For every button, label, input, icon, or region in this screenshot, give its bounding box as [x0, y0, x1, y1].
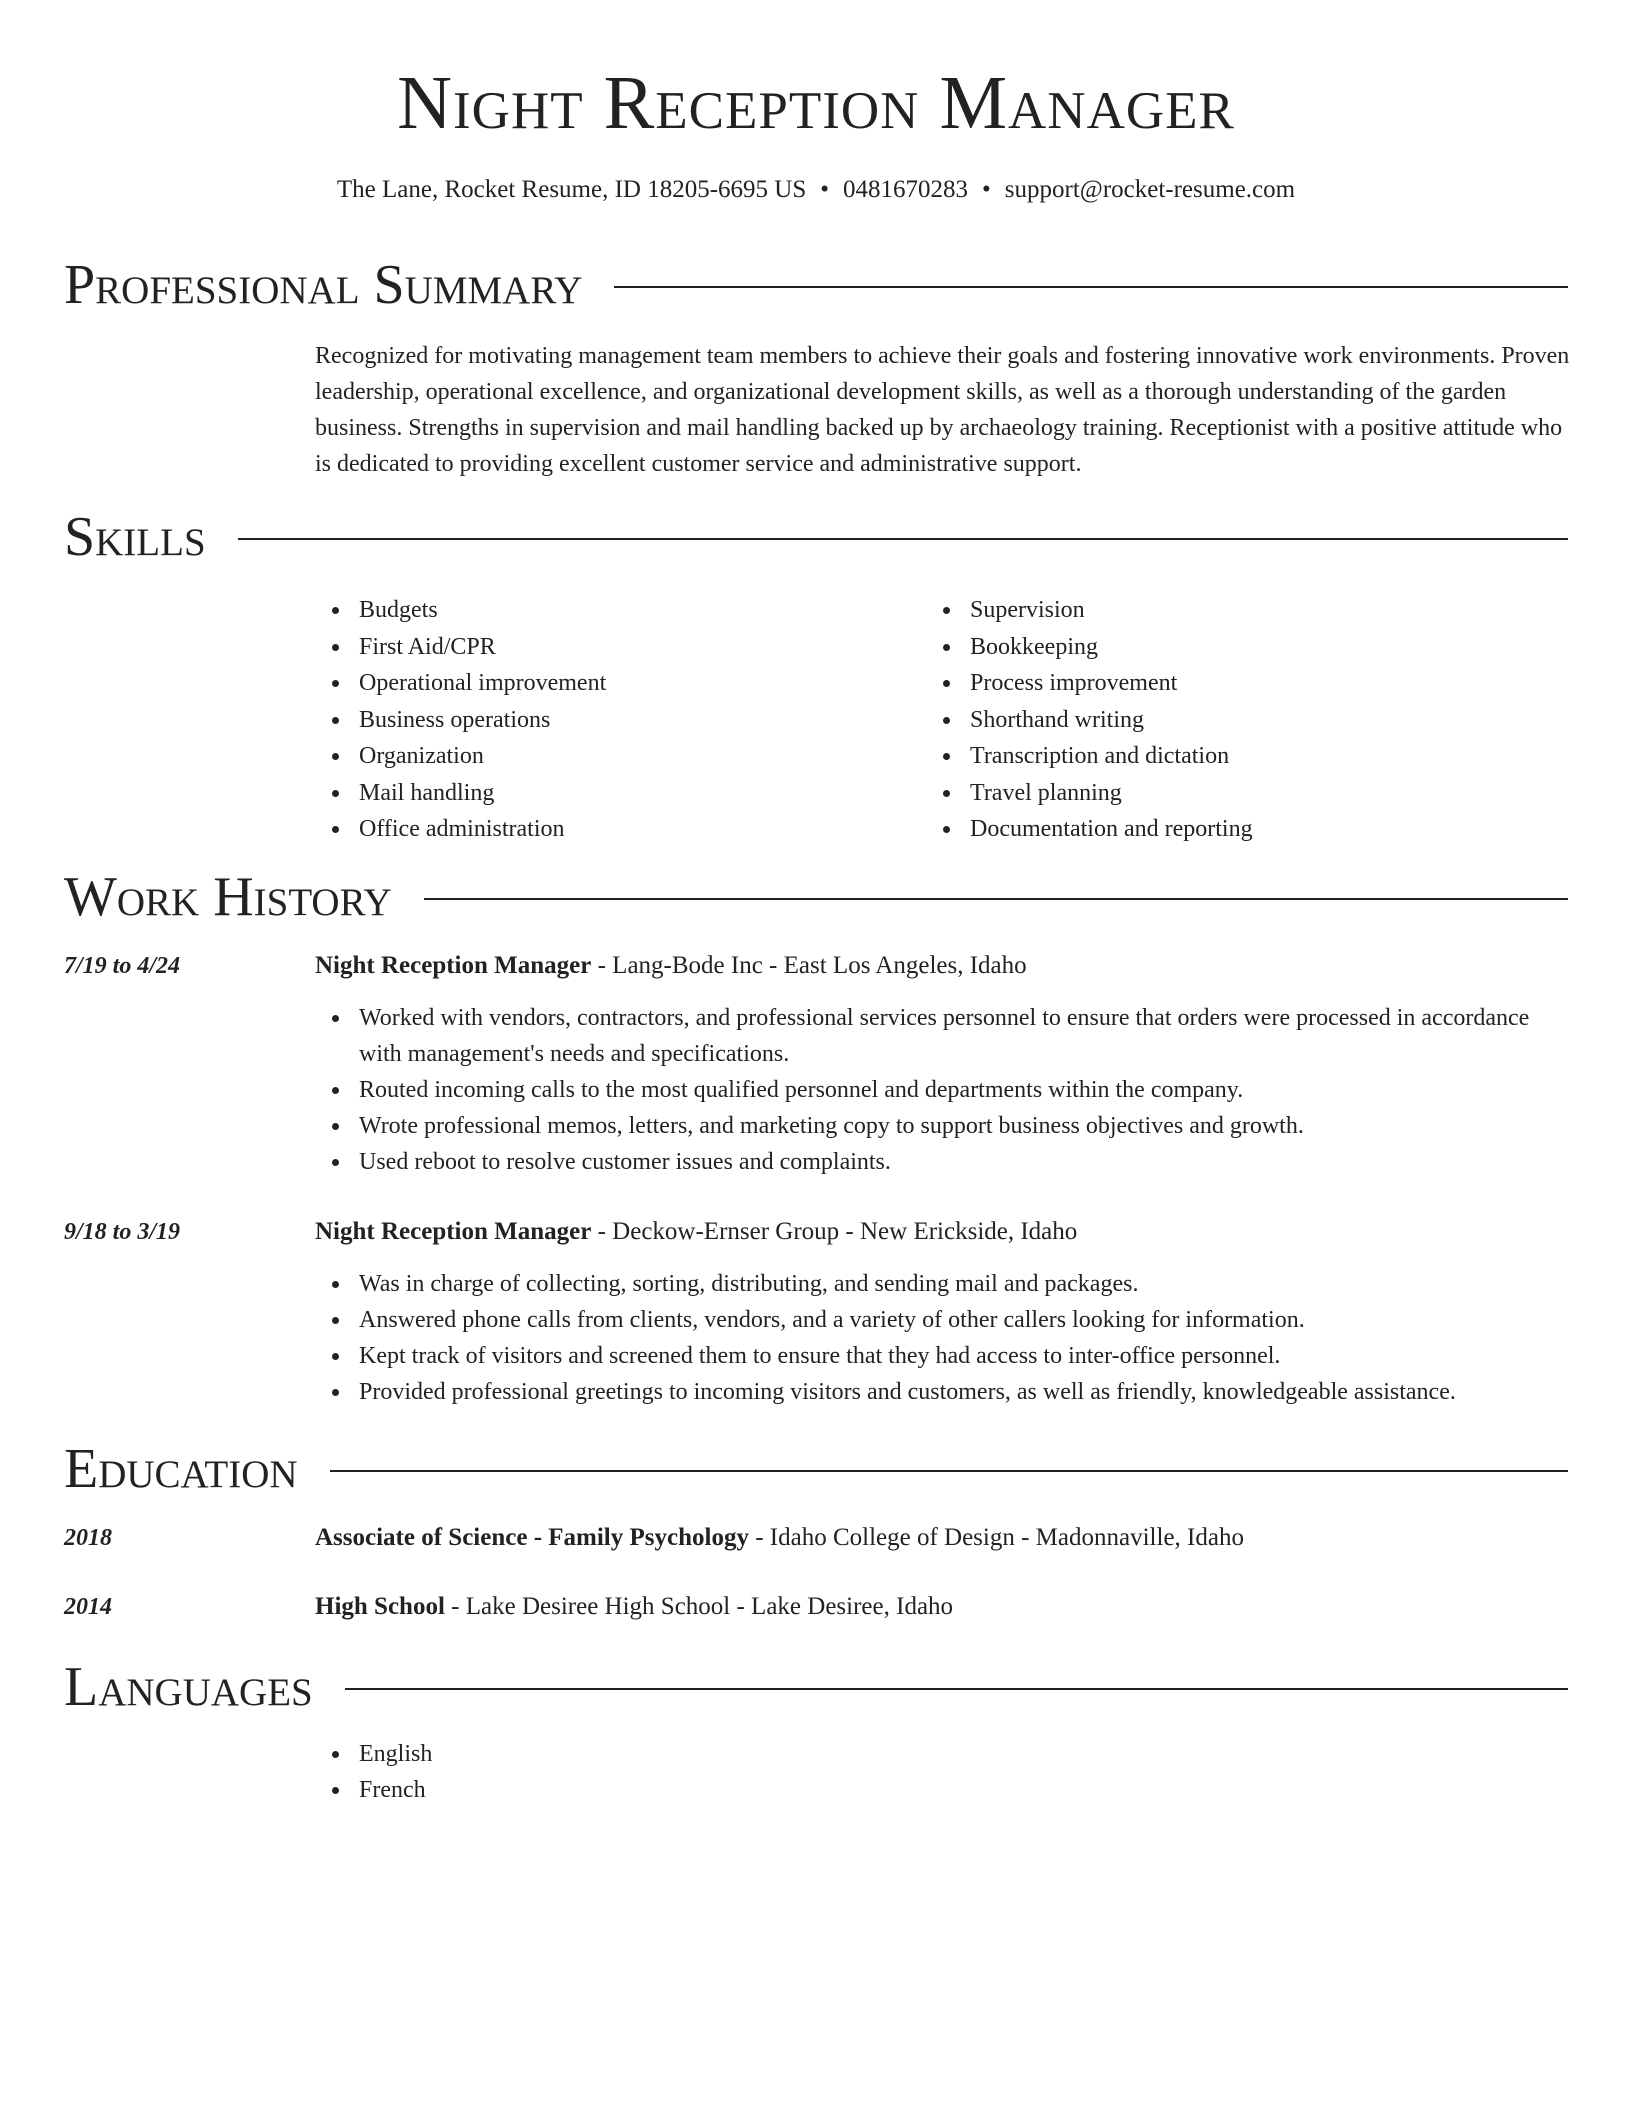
languages-title: Languages — [64, 1656, 313, 1718]
job-role: Night Reception Manager — [315, 1218, 592, 1245]
contact-email: support@rocket-resume.com — [1004, 176, 1296, 203]
skill-item: Office administration — [315, 811, 915, 847]
skill-item: Shorthand writing — [926, 702, 1526, 738]
job-details: - Deckow-Ernser Group - New Erickside, Idaho — [591, 1218, 1078, 1245]
education-details: - Lake Desiree High School - Lake Desiree, Idaho — [444, 1593, 954, 1620]
education-heading — [315, 1589, 1570, 1625]
job-bullets — [315, 1000, 1570, 1180]
skill-item: Operational improvement — [315, 665, 915, 701]
work-title: Work History — [64, 866, 392, 928]
section-divider — [238, 538, 1568, 540]
job-bullet: Wrote professional memos, letters, and marketing copy to support business objectives and growth. — [315, 1108, 1570, 1144]
education-section-header — [64, 1436, 1568, 1502]
section-divider — [424, 898, 1568, 900]
job-role: Night Reception Manager — [315, 952, 592, 979]
section-divider — [345, 1688, 1568, 1690]
education-year: 2014 — [64, 1594, 112, 1620]
language-item: English — [315, 1736, 1570, 1772]
job-bullets — [315, 1266, 1570, 1410]
contact-address: The Lane, Rocket Resume, ID 18205-6695 US — [336, 176, 807, 203]
skill-item: Process improvement — [926, 665, 1526, 701]
job-heading — [315, 948, 1570, 984]
education-heading — [315, 1520, 1570, 1556]
job-heading — [315, 1214, 1570, 1250]
skill-item: Travel planning — [926, 775, 1526, 811]
languages-list — [315, 1736, 1570, 1808]
job-bullet: Provided professional greetings to incoming visitors and customers, as well as friendly, knowledgeable assistance. — [315, 1374, 1570, 1410]
section-divider — [614, 286, 1568, 288]
skill-item: Supervision — [926, 592, 1526, 628]
skill-item: First Aid/CPR — [315, 629, 915, 665]
skill-item: Business operations — [315, 702, 915, 738]
contact-line — [0, 173, 1632, 207]
languages-section-header — [64, 1654, 1568, 1720]
education-title: Education — [64, 1438, 298, 1500]
section-divider — [330, 1470, 1568, 1472]
skill-item: Organization — [315, 738, 915, 774]
skill-item: Budgets — [315, 592, 915, 628]
education-year: 2018 — [64, 1525, 112, 1551]
summary-title: Professional Summary — [64, 254, 583, 316]
language-item: French — [315, 1772, 1570, 1808]
skills-section-header — [64, 504, 1568, 570]
education-details: - Idaho College of Design - Madonnaville, Idaho — [748, 1524, 1244, 1551]
contact-separator: • — [982, 176, 991, 203]
job-bullet: Kept track of visitors and screened them to ensure that they had access to inter-office personnel. — [315, 1338, 1570, 1374]
education-degree: High School — [315, 1593, 445, 1620]
summary-section-header — [64, 252, 1568, 318]
education-degree: Associate of Science - Family Psychology — [315, 1524, 749, 1551]
job-bullet: Worked with vendors, contractors, and professional services personnel to ensure that orders were processed in accordance with management's needs and specifications. — [315, 1000, 1570, 1072]
job-dates: 9/18 to 3/19 — [64, 1219, 181, 1245]
skill-item: Mail handling — [315, 775, 915, 811]
work-section-header — [64, 864, 1568, 930]
skill-item: Transcription and dictation — [926, 738, 1526, 774]
resume-name: Night Reception Manager — [397, 61, 1235, 145]
job-dates: 7/19 to 4/24 — [64, 953, 181, 979]
contact-separator: • — [820, 176, 830, 203]
contact-phone: 0481670283 — [843, 176, 969, 203]
skills-list-right — [926, 592, 1526, 848]
summary-text: Recognized for motivating management team members to achieve their goals and fostering innovative work environments. Proven leadership, operational excellence, and organizational development skills, as well as a thorough understanding of the garden business. Strengths in supervision and mail handling backed up by archaeology training. Receptionist with a positive attitude who is dedicated to providing excellent customer service and administrative support. — [315, 343, 1570, 477]
job-bullet: Routed incoming calls to the most qualified personnel and departments within the company. — [315, 1072, 1570, 1108]
job-bullet: Used reboot to resolve customer issues and complaints. — [315, 1144, 1570, 1180]
job-bullet: Was in charge of collecting, sorting, distributing, and sending mail and packages. — [315, 1266, 1570, 1302]
skill-item: Documentation and reporting — [926, 811, 1526, 847]
skill-item: Bookkeeping — [926, 629, 1526, 665]
job-details: - Lang-Bode Inc - East Los Angeles, Idaho — [591, 952, 1027, 979]
job-bullet: Answered phone calls from clients, vendors, and a variety of other callers looking for information. — [315, 1302, 1570, 1338]
skills-title: Skills — [64, 506, 206, 568]
skills-list-left — [315, 592, 915, 848]
